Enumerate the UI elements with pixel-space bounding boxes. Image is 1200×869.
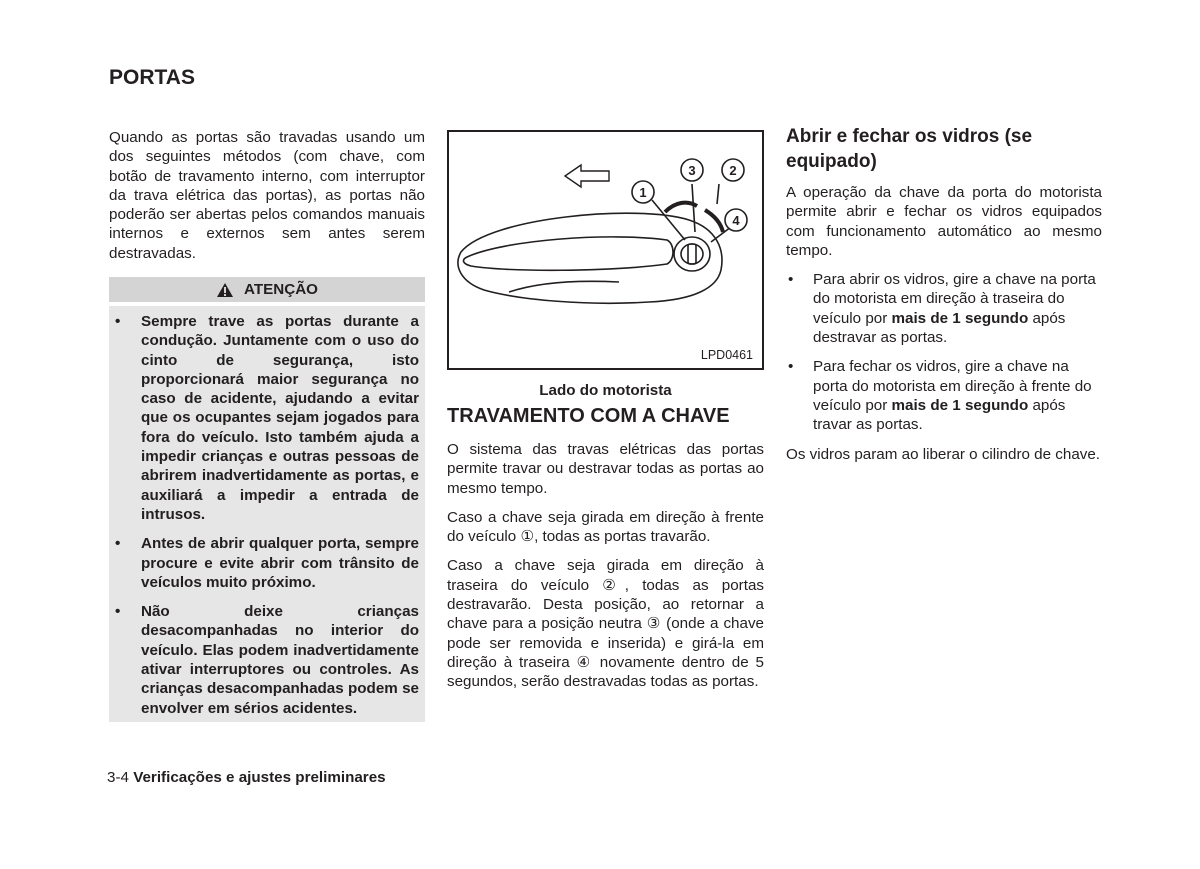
warning-header bbox=[109, 277, 425, 302]
vidros-bullet bbox=[786, 357, 1102, 434]
warning-item: • Sempre trave as portas durante a condução. Juntamente com o uso do cinto de segurança, isto proporcionará maior segurança no caso de acidente, ajudando a evitar que os ocupantes sejam jogados para fora do veículo. Isto também ajuda a impedir crianças e outras pessoas de abrirem inadvertidamente as portas, e auxiliará a impedir a entrada de intrusos. bbox=[109, 312, 419, 524]
page-footer bbox=[107, 769, 386, 786]
warning-list bbox=[109, 312, 419, 718]
warning-title: ATENÇÃO bbox=[244, 281, 318, 298]
travamento-heading: TRAVAMENTO COM A CHAVE bbox=[447, 405, 730, 427]
bullet-text: após travar as portas. bbox=[813, 396, 1066, 434]
marker-4: 4 bbox=[732, 213, 740, 228]
figure-caption: Lado do motorista bbox=[539, 382, 672, 399]
vidros-paragraph: Os vidros param ao liberar o cilindro de chave. bbox=[786, 445, 1101, 463]
vidros-list bbox=[786, 270, 1102, 434]
bullet-text: Para abrir os vidros, gire a chave na porta do motorista em direção à traseira do veículo por bbox=[813, 271, 1096, 327]
marker-3: 3 bbox=[688, 163, 696, 178]
vidros-heading: Abrir e fechar os vidros (se equipado) bbox=[786, 126, 1033, 172]
bullet-text: Para fechar os vidros, gire a chave na porta do motorista em direção à frente do veículo por bbox=[813, 358, 1092, 414]
page-title: PORTAS bbox=[109, 66, 195, 89]
bullet-emphasis: mais de 1 segundo bbox=[891, 396, 1029, 414]
warning-item: • Não deixe crianças desacompanhadas no interior do veículo. Elas podem inadvertidamente ativar interruptores ou controles. As crianças desacompanhadas podem se envolver em sérios acidentes. bbox=[109, 602, 419, 718]
door-handle-illustration bbox=[449, 132, 762, 368]
vidros-bullet bbox=[786, 270, 1102, 347]
chapter-title: Verificações e ajustes preliminares bbox=[133, 769, 386, 786]
bullet-emphasis: mais de 1 segundo bbox=[891, 309, 1029, 327]
page-number: 3-4 bbox=[107, 769, 129, 786]
vidros-column bbox=[786, 183, 1102, 474]
travamento-paragraph: Caso a chave seja girada em direção à traseira do veículo ②, todas as portas destravarão. Desta posição, ao retornar a chave para a posição neutra ③ (onde a chave pode ser removida e inserida) e girá-la em direção à traseira ④ novamente dentro de 5 segundos, serão destravadas todas as portas. bbox=[447, 557, 764, 691]
warning-triangle-icon bbox=[216, 282, 234, 298]
warning-item: • Antes de abrir qualquer porta, sempre procure e evite abrir com trânsito de veículos muito próximo. bbox=[109, 534, 419, 592]
marker-1: 1 bbox=[639, 185, 647, 200]
travamento-paragraph: O sistema das travas elétricas das portas permite travar ou destravar todas as portas ao mesmo tempo. bbox=[447, 441, 764, 497]
travamento-paragraph: Caso a chave seja girada em direção à frente do veículo ①, todas as portas travarão. bbox=[447, 508, 764, 546]
intro-column bbox=[109, 128, 425, 273]
figure-code: LPD0461 bbox=[700, 348, 753, 362]
vidros-paragraph: A operação da chave da porta do motorista permite abrir e fechar os vidros equipados com funcionamento automático ao mesmo tempo. bbox=[786, 184, 1102, 259]
marker-2: 2 bbox=[729, 163, 737, 178]
warning-box bbox=[109, 306, 425, 722]
intro-paragraph: Quando as portas são travadas usando um dos seguintes métodos (com chave, com botão de travamento interno, com interruptor da trava elétrica das portas), as portas não poderão ser abertas pelos comandos manuais internos e externos sem antes serem destravadas. bbox=[109, 129, 425, 262]
travamento-column bbox=[447, 440, 764, 702]
door-handle-figure bbox=[447, 130, 764, 370]
bullet-text: após destravar as portas. bbox=[813, 309, 1066, 347]
